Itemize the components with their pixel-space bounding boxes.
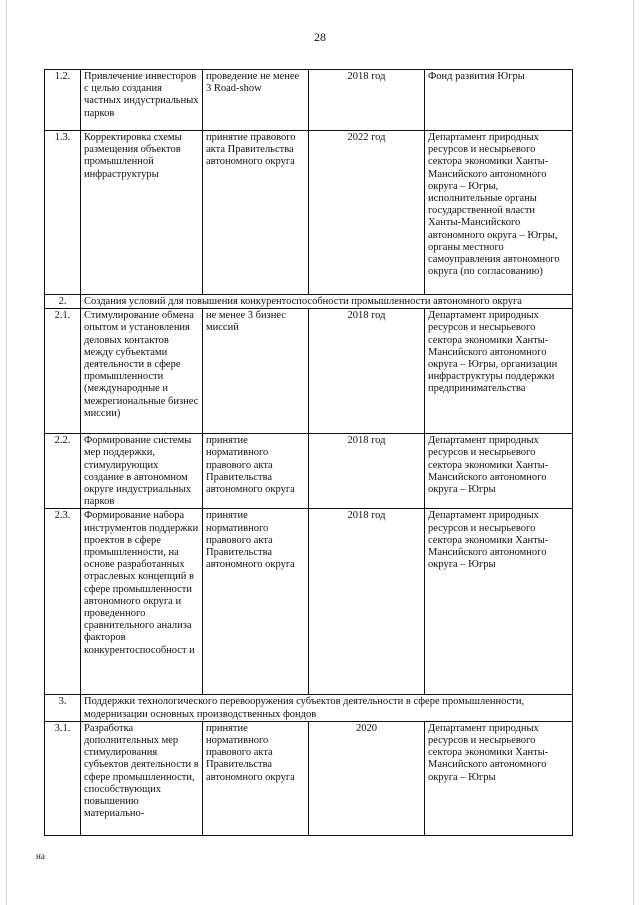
- measure-indicator: принятие правового акта Правительства автономного округа: [203, 131, 309, 295]
- measures-table: [44, 69, 573, 836]
- measure-year: 2018 год: [309, 309, 425, 434]
- measure-indicator: принятие нормативного правового акта Правительства автономного округа: [203, 434, 309, 509]
- measure-executor: Департамент природных ресурсов и несырьевого сектора экономики Ханты-Мансийского автономного округа – Югры: [425, 434, 573, 509]
- measure-executor: Департамент природных ресурсов и несырьевого сектора экономики Ханты-Мансийского автономного округа – Югры, исполнительные органы государственной власти Ханты-Мансийского автономного округа – Югры, органы местного самоуправления автономного округа (по согласованию): [425, 131, 573, 295]
- section-row: [45, 295, 573, 309]
- section-row: [45, 695, 573, 721]
- row-number: 1.2.: [45, 70, 81, 131]
- row-number: 1.3.: [45, 131, 81, 295]
- table-row: [45, 721, 573, 835]
- measure-indicator: принятие нормативного правового акта Правительства автономного округа: [203, 509, 309, 695]
- table-row: [45, 309, 573, 434]
- table-row: [45, 434, 573, 509]
- row-number: 3.1.: [45, 721, 81, 835]
- table-row: [45, 509, 573, 695]
- row-number: 2.2.: [45, 434, 81, 509]
- measure-name: Разработка дополнительных мер стимулирования субъектов деятельности в сфере промышленности, способствующих повышению материально-: [81, 721, 203, 835]
- section-title: Создания условий для повышения конкурентоспособности промышленности автономного округа: [81, 295, 573, 309]
- section-number: 3.: [45, 695, 81, 721]
- measure-indicator: проведение не менее 3 Road-show: [203, 70, 309, 131]
- section-number: 2.: [45, 295, 81, 309]
- measure-indicator: принятие нормативного правового акта Правительства автономного округа: [203, 721, 309, 835]
- section-title: Поддержки технологического перевооружения субъектов деятельности в сфере промышленности, модернизации основных производственных фондов: [81, 695, 573, 721]
- page-number: 28: [314, 30, 326, 44]
- measure-year: 2018 год: [309, 509, 425, 695]
- measure-executor: Фонд развития Югры: [425, 70, 573, 131]
- measure-year: 2018 год: [309, 70, 425, 131]
- measure-name: Корректировка схемы размещения объектов промышленной инфраструктуры: [81, 131, 203, 295]
- measure-executor: Департамент природных ресурсов и несырьевого сектора экономики Ханты-Мансийского автономного округа – Югры: [425, 509, 573, 695]
- measure-name: Привлечение инвесторов с целью создания частных индустриальных парков: [81, 70, 203, 131]
- measure-name: Формирование набора инструментов поддержки проектов в сфере промышленности, на основе разработанных отраслевых концепций в сфере промышленности автономного округа и проведенного сравнительного анализа факторов конкурентоспособност и: [81, 509, 203, 695]
- footer-mark: на: [36, 851, 45, 861]
- scan-edge-left: [6, 0, 7, 905]
- measure-year: 2022 год: [309, 131, 425, 295]
- measure-year: 2020: [309, 721, 425, 835]
- row-number: 2.3.: [45, 509, 81, 695]
- table-row: [45, 131, 573, 295]
- measure-executor: Департамент природных ресурсов и несырьевого сектора экономики Ханты-Мансийского автономного округа – Югры, организации инфраструктуры поддержки предпринимательства: [425, 309, 573, 434]
- measure-indicator: не менее 3 бизнес миссий: [203, 309, 309, 434]
- row-number: 2.1.: [45, 309, 81, 434]
- measure-year: 2018 год: [309, 434, 425, 509]
- table-row: [45, 70, 573, 131]
- scan-edge-right: [633, 0, 634, 905]
- measure-executor: Департамент природных ресурсов и несырьевого сектора экономики Ханты-Мансийского автономного округа – Югры: [425, 721, 573, 835]
- measure-name: Стимулирование обмена опытом и установления деловых контактов между субъектами деятельности в сфере промышленности (международные и межрегиональные бизнес миссии): [81, 309, 203, 434]
- measure-name: Формирование системы мер поддержки, стимулирующих создание в автономном округе индустриальных парков: [81, 434, 203, 509]
